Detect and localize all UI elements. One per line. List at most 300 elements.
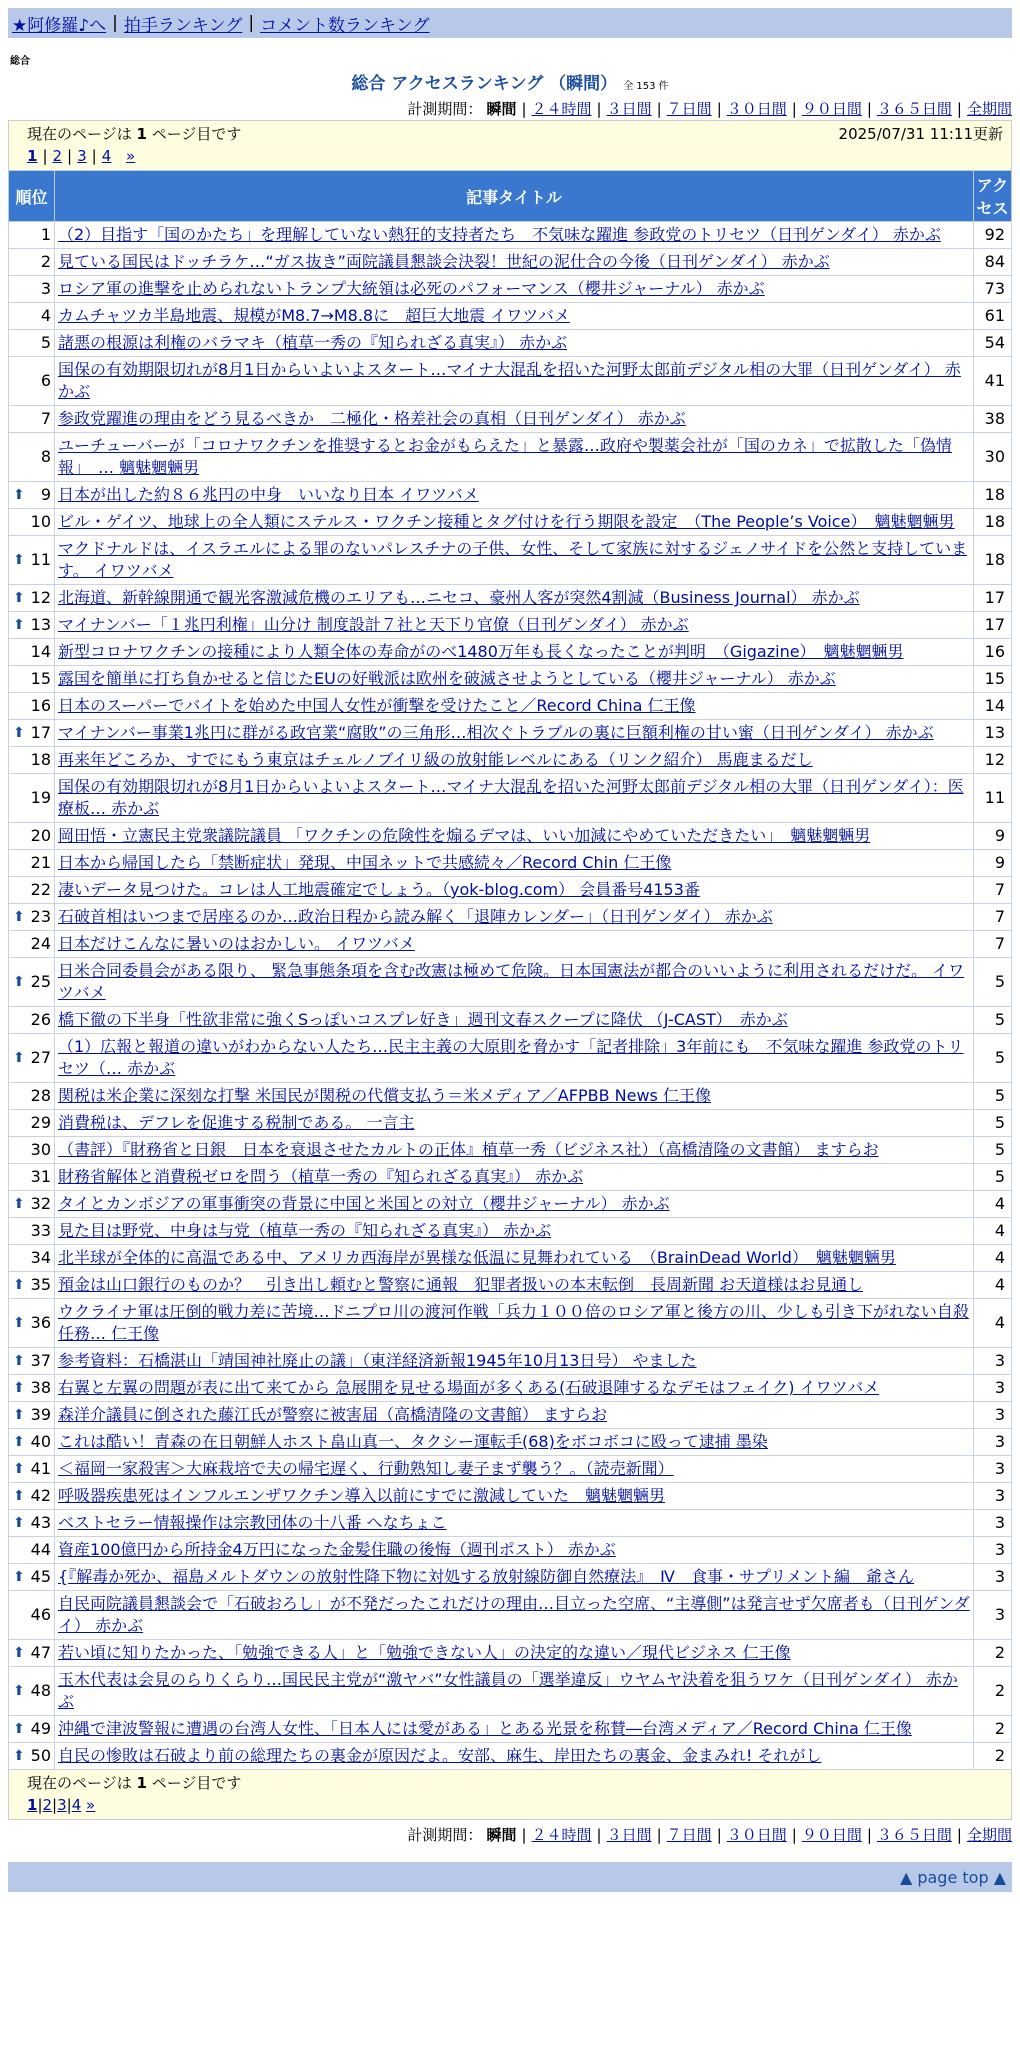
access-count: 73 (974, 276, 1012, 303)
page-title (8, 73, 1012, 98)
access-count: 3 (974, 1591, 1012, 1640)
next-page-link[interactable]: » (126, 147, 136, 165)
access-count: 14 (974, 693, 1012, 720)
period-label: 計測期間： (407, 100, 483, 118)
access-count: 5 (974, 1164, 1012, 1191)
rank-number: 25 (30, 972, 51, 991)
article-link[interactable]: （書評）『財務省と日銀 日本を衰退させたカルトの正体』植草一秀（ビジネス社）（高橋清隆の文書館） ますらお (58, 1140, 879, 1159)
rank-cell (9, 958, 55, 1007)
rank-number: 14 (30, 642, 51, 661)
table-row (9, 931, 1012, 958)
period-selector-top (8, 98, 1012, 120)
rank-cell (9, 1510, 55, 1537)
period-separator: | (716, 100, 722, 118)
article-link[interactable]: 参政党躍進の理由をどう見るべきか 二極化・格差社会の真相（日刊ゲンダイ） 赤かぶ (58, 409, 686, 428)
title-cell (55, 639, 974, 666)
rank-number: 44 (30, 1540, 51, 1559)
rank-cell (9, 1483, 55, 1510)
period-link[interactable]: 全期間 (966, 1826, 1012, 1844)
rank-number: 43 (30, 1513, 51, 1532)
comment-ranking-link[interactable]: コメント数ランキング (260, 15, 430, 36)
page-separator: | (42, 147, 48, 165)
table-row (9, 904, 1012, 931)
title-cell (55, 1348, 974, 1375)
article-link[interactable]: 財務省解体と消費税ゼロを問う（植草一秀の『知られざる真実』） 赤かぶ (58, 1167, 584, 1186)
table-row (9, 509, 1012, 536)
period-link[interactable]: 全期間 (966, 100, 1012, 118)
rank-number: 4 (40, 306, 51, 325)
title-cell (55, 249, 974, 276)
period-separator: | (596, 100, 602, 118)
rank-number: 3 (40, 279, 51, 298)
up-arrow-icon: ⬆ (13, 1050, 25, 1066)
article-link[interactable]: 参考資料：石橋湛山「靖国神社廃止の議」（東洋経済新報1945年10月13日号） やました (58, 1351, 697, 1370)
table-row (9, 1110, 1012, 1137)
period-separator: | (521, 1826, 527, 1844)
article-link[interactable]: ＜福岡一家殺害＞大麻栽培で夫の帰宅遅く、行動熟知し妻子まず襲う？。（読売新聞） (58, 1459, 674, 1478)
article-link[interactable]: 消費税は、デフレを促進する税制である。 一言主 (58, 1113, 415, 1132)
table-row (9, 877, 1012, 904)
table-row (9, 1034, 1012, 1083)
next-page-link[interactable]: » (86, 1796, 96, 1814)
table-row (9, 1218, 1012, 1245)
article-link[interactable]: 岡田悟・立憲民主党衆議院議員 「ワクチンの危険性を煽るデマは、いい加減にやめていただきたい」 魑魅魍魎男 (58, 826, 871, 845)
rank-number: 2 (40, 252, 51, 271)
table-row (9, 1348, 1012, 1375)
article-link[interactable]: 自民の惨敗は石破より前の総理たちの裏金が原因だよ。安部、麻生、岸田たちの裏金、金まみれ! それがし (58, 1746, 822, 1765)
access-count: 5 (974, 1007, 1012, 1034)
table-row (9, 666, 1012, 693)
table-row (9, 639, 1012, 666)
access-count: 2 (974, 1667, 1012, 1716)
access-count: 4 (974, 1191, 1012, 1218)
period-link[interactable]: ７日間 (666, 1826, 712, 1844)
table-row (9, 1591, 1012, 1640)
rank-number: 42 (30, 1486, 51, 1505)
title-cell (55, 877, 974, 904)
period-separator: | (656, 100, 662, 118)
rank-number: 39 (30, 1405, 51, 1424)
period-link[interactable]: ３０日間 (726, 100, 787, 118)
rank-number: 49 (30, 1719, 51, 1738)
table-row (9, 1245, 1012, 1272)
article-link[interactable]: 凄いデータ見つけた。コレは人工地震確定でしょう。（yok-blog.com） 会員番号4153番 (58, 880, 700, 899)
title-cell (55, 509, 974, 536)
page-separator: | (52, 1796, 58, 1814)
title-cell (55, 747, 974, 774)
table-row (9, 823, 1012, 850)
rank-number: 22 (30, 880, 51, 899)
article-link[interactable]: ビル・ゲイツ、地球上の全人類にステルス・ワクチン接種とタグ付けを行う期限を設定 （The People’s Voice） 魑魅魍魎男 (58, 512, 955, 531)
title-cell (55, 330, 974, 357)
rank-cell (9, 276, 55, 303)
title-cell (55, 303, 974, 330)
access-count: 30 (974, 433, 1012, 482)
access-count: 38 (974, 406, 1012, 433)
rank-number: 46 (30, 1605, 51, 1624)
updated-timestamp: 2025/07/31 11:11更新 (838, 125, 1003, 143)
article-link[interactable]: 玉木代表は会見のらりくらり…国民民主党が“激ヤバ”女性議員の「選挙違反」ウヤムヤ決着を狙うワケ（日刊ゲンダイ） 赤かぶ (58, 1670, 958, 1711)
article-link[interactable]: 国保の有効期限切れが8月1日からいよいよスタート…マイナ大混乱を招いた河野太郎前デジタル相の大罪（日刊ゲンダイ） 赤かぶ (58, 360, 961, 401)
title-cell (55, 482, 974, 509)
access-count: 84 (974, 249, 1012, 276)
access-count: 4 (974, 1218, 1012, 1245)
article-link[interactable]: 自民両院議員懇談会で「石破おろし」が不発だったこれだけの理由…目立った空席、“主導側”は発言せず欠席者も（日刊ゲンダイ） 赤かぶ (58, 1594, 970, 1635)
up-arrow-icon: ⬆ (13, 1645, 25, 1661)
access-count: 41 (974, 357, 1012, 406)
period-separator: | (791, 1826, 797, 1844)
page (8, 8, 1012, 1892)
article-link[interactable]: 日本だけこんなに暑いのはおかしい。 イワツバメ (58, 934, 415, 953)
title-cell (55, 693, 974, 720)
rank-cell (9, 1218, 55, 1245)
period-separator: | (956, 1826, 962, 1844)
access-count: 3 (974, 1429, 1012, 1456)
rank-cell (9, 823, 55, 850)
table-row (9, 357, 1012, 406)
title-cell (55, 1164, 974, 1191)
period-link[interactable]: ２４時間 (531, 100, 592, 118)
table-row (9, 1743, 1012, 1770)
rank-number: 1 (40, 225, 51, 244)
title-cell (55, 1083, 974, 1110)
article-link[interactable]: ベストセラー情報操作は宗教団体の十八番 へなちょこ (58, 1513, 447, 1532)
rank-number: 10 (30, 512, 51, 531)
title-cell (55, 774, 974, 823)
access-count: 2 (974, 1716, 1012, 1743)
table-row (9, 1716, 1012, 1743)
table-row (9, 1007, 1012, 1034)
table-row (9, 222, 1012, 249)
up-arrow-icon: ⬆ (13, 1569, 25, 1585)
rank-number: 16 (30, 696, 51, 715)
period-separator: | (866, 1826, 872, 1844)
rank-cell (9, 1429, 55, 1456)
rank-header: 順位 (9, 171, 55, 222)
article-link[interactable]: ロシア軍の進撃を止められないトランプ大統領は必死のパフォーマンス（櫻井ジャーナル） 赤かぶ (58, 279, 765, 298)
access-count: 13 (974, 720, 1012, 747)
article-link[interactable]: {『解毒か死か、福島メルトダウンの放射性降下物に対処する放射線防御自然療法』 Ⅳ 食事・サプリメント編 爺さん (58, 1567, 914, 1586)
table-row (9, 1402, 1012, 1429)
access-count: 3 (974, 1456, 1012, 1483)
article-link[interactable]: 北半球が全体的に高温である中、アメリカ西海岸が異様な低温に見舞われている （BrainDead World） 魑魅魍魎男 (58, 1248, 896, 1267)
rank-cell (9, 249, 55, 276)
rank-number: 29 (30, 1113, 51, 1132)
item-count: 全 153 件 (623, 81, 669, 92)
rank-cell (9, 1110, 55, 1137)
access-count: 2 (974, 1743, 1012, 1770)
up-arrow-icon: ⬆ (13, 1380, 25, 1396)
rank-number: 27 (30, 1048, 51, 1067)
access-count: 5 (974, 1083, 1012, 1110)
rank-number: 24 (30, 934, 51, 953)
rank-cell (9, 774, 55, 823)
period-link[interactable]: ３６５日間 (876, 100, 952, 118)
rank-cell (9, 1591, 55, 1640)
article-link[interactable]: 呼吸器疾患死はインフルエンザワクチン導入以前にすでに激減していた 魑魅魍魎男 (58, 1486, 666, 1505)
ranking-title: 総合 アクセスランキング （瞬間） (351, 74, 618, 94)
title-cell (55, 1510, 974, 1537)
up-arrow-icon: ⬆ (13, 1461, 25, 1477)
rank-cell (9, 666, 55, 693)
period-link[interactable]: ３６５日間 (876, 1826, 952, 1844)
rank-cell (9, 693, 55, 720)
rank-number: 21 (30, 853, 51, 872)
page-link[interactable]: 3 (57, 1796, 67, 1814)
table-row (9, 433, 1012, 482)
table-row (9, 1272, 1012, 1299)
article-link[interactable]: 右翼と左翼の問題が表に出て来てから 急展開を見せる場面が多くある(石破退陣するなデモはフェイク) イワツバメ (58, 1378, 880, 1397)
table-row (9, 774, 1012, 823)
period-link[interactable]: ３日間 (606, 1826, 652, 1844)
rank-cell (9, 1402, 55, 1429)
rank-number: 38 (30, 1378, 51, 1397)
ranking-table (8, 170, 1012, 1770)
period-link[interactable]: ７日間 (666, 100, 712, 118)
access-count: 3 (974, 1375, 1012, 1402)
rank-cell (9, 482, 55, 509)
access-count: 12 (974, 747, 1012, 774)
article-link[interactable]: マイナンバー事業1兆円に群がる政官業“腐敗”の三角形…相次ぐトラブルの裏に巨額利権の甘い蜜（日刊ゲンダイ） 赤かぶ (58, 723, 934, 742)
up-arrow-icon: ⬆ (13, 487, 25, 503)
rank-number: 40 (30, 1432, 51, 1451)
page-link[interactable]: 4 (71, 1796, 82, 1814)
period-link[interactable]: ３日間 (606, 100, 652, 118)
title-cell (55, 958, 974, 1007)
article-link[interactable]: 日本が出した約８６兆円の中身 いいなり日本 イワツバメ (58, 485, 479, 504)
period-current: 瞬間 (486, 100, 517, 118)
table-row (9, 1640, 1012, 1667)
access-count: 7 (974, 904, 1012, 931)
table-row (9, 720, 1012, 747)
footer-bar (8, 1862, 1012, 1892)
article-link[interactable]: 日本のスーパーでバイトを始めた中国人女性が衝撃を受けたこと／Record China 仁王像 (58, 696, 696, 715)
home-link[interactable]: ★阿修羅♪へ (12, 15, 107, 36)
title-cell (55, 222, 974, 249)
title-cell (55, 666, 974, 693)
period-link[interactable]: ９０日間 (801, 1826, 862, 1844)
table-row (9, 330, 1012, 357)
access-count: 17 (974, 585, 1012, 612)
rank-cell (9, 877, 55, 904)
rank-cell (9, 1272, 55, 1299)
title-cell (55, 406, 974, 433)
period-separator: | (656, 1826, 662, 1844)
rank-number: 17 (30, 723, 51, 742)
rank-cell (9, 222, 55, 249)
rank-number: 47 (30, 1643, 51, 1662)
article-link[interactable]: 再来年どころか、すでにもう東京はチェルノブイリ級の放射能レベルにある（リンク紹介） 馬鹿まるだし (58, 750, 813, 769)
title-cell (55, 1591, 974, 1640)
article-link[interactable]: 諸悪の根源は利権のバラマキ（植草一秀の『知られざる真実』） 赤かぶ (58, 333, 568, 352)
rank-number: 37 (30, 1351, 51, 1370)
period-link[interactable]: ２４時間 (531, 1826, 592, 1844)
rank-cell (9, 1716, 55, 1743)
rank-cell (9, 357, 55, 406)
title-cell (55, 904, 974, 931)
up-arrow-icon: ⬆ (13, 552, 25, 568)
access-count: 3 (974, 1348, 1012, 1375)
article-link[interactable]: 日本から帰国したら「禁断症状」発現、中国ネットで共感続々／Record Chin 仁王像 (58, 853, 672, 872)
article-link[interactable]: これは酷い！青森の在日朝鮮人ホスト畠山真一、タクシー運転手(68)をボコボコに殴って逮捕 墨染 (58, 1432, 768, 1451)
rank-cell (9, 585, 55, 612)
access-count: 9 (974, 850, 1012, 877)
rank-cell (9, 612, 55, 639)
access-count: 15 (974, 666, 1012, 693)
rank-cell (9, 747, 55, 774)
article-link[interactable]: （1）広報と報道の違いがわからない人たち…民主主義の大原則を脅かす「記者排除」3年前にも 不気味な躍進 参政党のトリセツ（… 赤かぶ (58, 1037, 964, 1078)
title-cell (55, 1640, 974, 1667)
title-cell (55, 1299, 974, 1348)
article-link[interactable]: カムチャツカ半島地震、規模がM8.7→M8.8に 超巨大地震 イワツバメ (58, 306, 570, 325)
rank-number: 31 (30, 1167, 51, 1186)
rank-number: 11 (30, 550, 51, 569)
article-link[interactable]: ウクライナ軍は圧倒的戦力差に苦境…ドニプロ川の渡河作戦「兵力１００倍のロシア軍と後方の川、少しも引き下がれない自殺任務… 仁王像 (58, 1302, 969, 1343)
article-link[interactable]: 石破首相はいつまで居座るのか…政治日程から読み解く「退陣カレンダー」（日刊ゲンダイ） 赤かぶ (58, 907, 773, 926)
title-cell (55, 585, 974, 612)
table-row (9, 1564, 1012, 1591)
nav-separator: | (112, 13, 118, 33)
table-row (9, 406, 1012, 433)
access-count: 61 (974, 303, 1012, 330)
table-row (9, 1429, 1012, 1456)
rank-cell (9, 330, 55, 357)
rank-cell (9, 433, 55, 482)
access-count: 4 (974, 1272, 1012, 1299)
up-arrow-icon: ⬆ (13, 1748, 25, 1764)
up-arrow-icon: ⬆ (13, 974, 25, 990)
clap-ranking-link[interactable]: 拍手ランキング (123, 15, 243, 36)
pager-top (8, 120, 1012, 170)
article-link[interactable]: 預金は山口銀行のものか？ 引き出し頼むと警察に通報 犯罪者扱いの本末転倒 長周新聞 お天道様はお見通し (58, 1275, 864, 1294)
article-link[interactable]: 資産100億円から所持金4万円になった金髪住職の後悔（週刊ポスト） 赤かぶ (58, 1540, 616, 1559)
rank-cell (9, 639, 55, 666)
rank-number: 7 (40, 409, 51, 428)
rank-number: 5 (40, 333, 51, 352)
table-row (9, 693, 1012, 720)
table-row (9, 276, 1012, 303)
up-arrow-icon: ⬆ (13, 1434, 25, 1450)
rank-cell (9, 904, 55, 931)
rank-number: 20 (30, 826, 51, 845)
access-count: 4 (974, 1299, 1012, 1348)
title-cell (55, 1375, 974, 1402)
access-count: 5 (974, 1137, 1012, 1164)
period-separator: | (866, 100, 872, 118)
title-cell (55, 276, 974, 303)
access-count: 5 (974, 958, 1012, 1007)
rank-cell (9, 1137, 55, 1164)
rank-cell (9, 1007, 55, 1034)
title-cell (55, 1483, 974, 1510)
article-link[interactable]: 関税は米企業に深刻な打撃 米国民が関税の代償支払う＝米メディア／AFPBB News 仁王像 (58, 1086, 711, 1105)
article-link[interactable]: 国保の有効期限切れが8月1日からいよいよスタート…マイナ大混乱を招いた河野太郎前デジタル相の大罪（日刊ゲンダイ）：医療板… 赤かぶ (58, 777, 964, 818)
table-row (9, 1667, 1012, 1716)
rank-number: 8 (40, 447, 51, 466)
table-row (9, 1375, 1012, 1402)
title-cell (55, 433, 974, 482)
article-link[interactable]: マイナンバー「１兆円利権」山分け 制度設計７社と天下り官僚（日刊ゲンダイ） 赤かぶ (58, 615, 689, 634)
nav-separator: | (248, 13, 255, 33)
table-row (9, 612, 1012, 639)
rank-number: 19 (30, 788, 51, 807)
period-link[interactable]: ９０日間 (801, 100, 862, 118)
up-arrow-icon: ⬆ (13, 909, 25, 925)
table-row (9, 1137, 1012, 1164)
rank-number: 15 (30, 669, 51, 688)
rank-number: 13 (30, 615, 51, 634)
up-arrow-icon: ⬆ (13, 590, 25, 606)
page-separator: | (67, 147, 73, 165)
page-link[interactable]: 2 (52, 147, 63, 165)
page-link[interactable]: 4 (101, 147, 112, 165)
access-count: 18 (974, 536, 1012, 585)
access-count: 5 (974, 1110, 1012, 1137)
article-link[interactable]: タイとカンボジアの軍事衝突の背景に中国と米国との対立（櫻井ジャーナル） 赤かぶ (58, 1194, 670, 1213)
article-link[interactable]: （2）目指す「国のかたち」を理解していない熱狂的支持者たち 不気味な躍進 参政党のトリセツ（日刊ゲンダイ） 赤かぶ (58, 225, 941, 244)
table-row (9, 585, 1012, 612)
table-row (9, 1537, 1012, 1564)
title-cell (55, 1137, 974, 1164)
title-cell (55, 1007, 974, 1034)
page-link-current[interactable]: 1 (27, 147, 38, 165)
article-link[interactable]: 日米合同委員会がある限り、 緊急事態条項を含む改憲は極めて危険。日本国憲法が都合のいいように利用されるだけだ。 イワツバメ (58, 961, 965, 1002)
rank-cell (9, 850, 55, 877)
table-row (9, 958, 1012, 1007)
article-link[interactable]: ユーチューバーが「コロナワクチンを推奨するとお金がもらえた」と暴露…政府や製薬会社が「国のカネ」で拡散した「偽情報」 … 魑魅魍魎男 (58, 436, 952, 477)
article-link[interactable]: 森洋介議員に倒された藤江氏が警察に被害届（高橋清隆の文書館） ますらお (58, 1405, 608, 1424)
article-link[interactable]: 北海道、新幹線開通で観光客激減危機のエリアも…ニセコ、豪州人客が突然4割減（Business Journal） 赤かぶ (58, 588, 860, 607)
title-cell (55, 1667, 974, 1716)
table-row (9, 1483, 1012, 1510)
title-cell (55, 1191, 974, 1218)
access-count: 4 (974, 1245, 1012, 1272)
title-cell (55, 357, 974, 406)
period-link[interactable]: ３０日間 (726, 1826, 787, 1844)
up-arrow-icon: ⬆ (13, 1515, 25, 1531)
access-count: 7 (974, 931, 1012, 958)
rank-number: 33 (30, 1221, 51, 1240)
article-link[interactable]: 沖縄で津波警報に遭遇の台湾人女性、「日本人には愛がある」とある光景を称賛―台湾メディア／Record China 仁王像 (58, 1719, 912, 1738)
article-link[interactable]: 露国を簡単に打ち負かせると信じたEUの好戦派は欧州を破滅させようとしている（櫻井ジャーナル） 赤かぶ (58, 669, 836, 688)
article-link[interactable]: 橋下徹の下半身「性欲非常に強くSっぽいコスプレ好き」週刊文春スクープに降伏 （J-CAST） 赤かぶ (58, 1010, 788, 1029)
access-count: 9 (974, 823, 1012, 850)
access-count: 17 (974, 612, 1012, 639)
period-separator: | (521, 100, 527, 118)
rank-cell (9, 1375, 55, 1402)
rank-cell (9, 1299, 55, 1348)
article-link[interactable]: マクドナルドは、イスラエルによる罪のないパレスチナの子供、女性、そして家族に対するジェノサイドを公然と支持しています。 イワツバメ (58, 539, 968, 580)
page-link-current[interactable]: 1 (27, 1796, 38, 1814)
rank-number: 9 (40, 485, 51, 504)
page-link[interactable]: 2 (42, 1796, 53, 1814)
article-link[interactable]: 新型コロナワクチンの接種により人類全体の寿命がのべ1480万年も長くなったことが判明 （Gigazine） 魑魅魍魎男 (58, 642, 904, 661)
rank-cell (9, 536, 55, 585)
page-separator: | (66, 1796, 72, 1814)
access-header: アクセス (974, 171, 1012, 222)
rank-cell (9, 1667, 55, 1716)
page-link[interactable]: 3 (77, 147, 87, 165)
rank-cell (9, 1564, 55, 1591)
page-top-link[interactable]: ▲ page top ▲ (899, 1867, 1006, 1887)
table-row (9, 1456, 1012, 1483)
period-separator: | (716, 1826, 722, 1844)
article-link[interactable]: 若い頃に知りたかった、「勉強できる人」と「勉強できない人」の決定的な違い／現代ビジネス 仁王像 (58, 1643, 791, 1662)
page-links (27, 1794, 1003, 1816)
access-count: 18 (974, 482, 1012, 509)
article-link[interactable]: 見ている国民はドッチラケ…“ガス抜き”両院議員懇談会決裂！世紀の泥仕合の今後（日刊ゲンダイ） 赤かぶ (58, 252, 830, 271)
article-link[interactable]: 見た目は野党、中身は与党（植草一秀の『知られざる真実』） 赤かぶ (58, 1221, 552, 1240)
